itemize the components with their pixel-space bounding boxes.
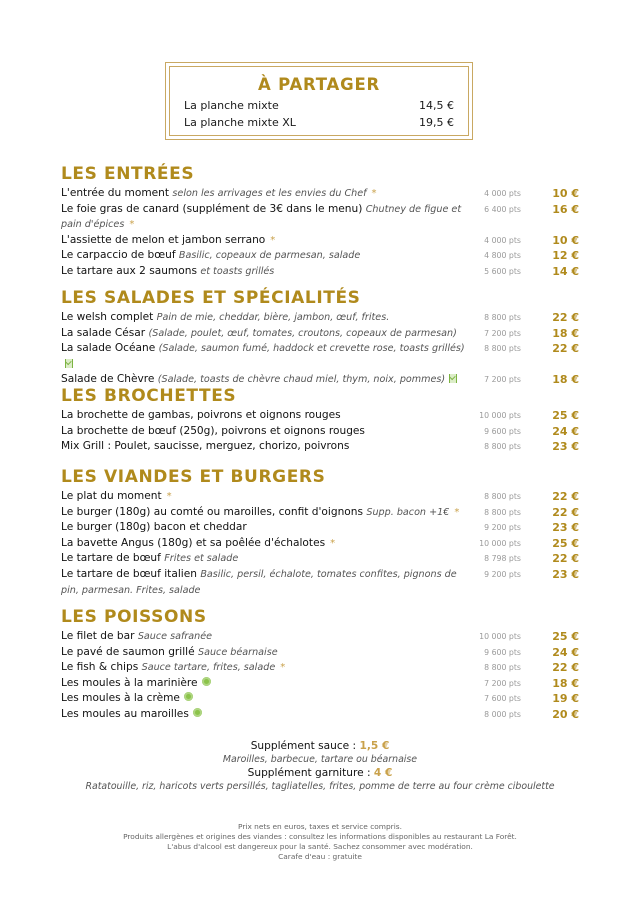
menu-item xyxy=(61,505,581,521)
menu-item-description: Basilic, persil, échalote, tomates confites, pignons de pin, parmesan. Frites, salade xyxy=(61,568,457,596)
menu-item-name: La salade César xyxy=(61,326,146,339)
menu-item-points: 7 200 pts xyxy=(484,328,521,338)
menu-item-price: 25 € xyxy=(552,630,579,643)
menu-item-price: 23 € xyxy=(552,521,579,535)
menu-item-points: 7 200 pts xyxy=(484,375,521,385)
footer-line: Prix nets en euros, taxes et service compris. xyxy=(238,822,402,831)
footer-line: Produits allergènes et origines des viandes : consultez les informations disponibles au restaurant La Forêt. xyxy=(123,832,517,841)
star-icon: * xyxy=(330,537,336,549)
menu-item-name: Le tartare de bœuf italien xyxy=(61,567,197,580)
menu-item xyxy=(61,691,581,707)
menu-item-text xyxy=(61,660,466,676)
menu-item-points: 5 600 pts xyxy=(484,266,521,276)
menu-item-price: 22 € xyxy=(552,490,579,503)
menu-item xyxy=(61,248,581,264)
menu-item-description: Pain de mie, cheddar, bière, jambon, œuf, frites. xyxy=(156,312,390,323)
menu-section xyxy=(61,605,581,723)
share-item-name: La planche mixte XL xyxy=(184,116,296,129)
star-icon: * xyxy=(166,491,172,502)
footer-line: Carafe d'eau : gratuite xyxy=(278,852,362,861)
menu-item-name: La brochette de gambas, poivrons et oignons rouges xyxy=(61,409,341,421)
supplement-sauce-amount: 1,5 € xyxy=(359,740,390,752)
menu-item-description: Chutney de figue et pain d'épices xyxy=(61,203,462,231)
menu-item xyxy=(61,408,581,424)
menu-section xyxy=(61,286,581,388)
menu-item-name: Le tartare aux 2 saumons xyxy=(61,264,197,277)
menu-item xyxy=(61,707,581,723)
menu-item-price: 23 € xyxy=(552,440,579,454)
star-icon: * xyxy=(454,506,460,518)
menu-item xyxy=(61,489,581,505)
green-dot-icon xyxy=(202,677,211,686)
menu-item-description: Sauce safranée xyxy=(137,631,213,642)
menu-item-points: 7 600 pts xyxy=(484,694,521,704)
menu-item-points: 8 798 pts xyxy=(484,554,521,564)
menu-item-name: Le fish & chips xyxy=(61,661,139,674)
menu-item-description: selon les arrivages et les envies du Chef xyxy=(172,188,367,199)
section-title: LES ENTRÉES xyxy=(61,164,195,184)
menu-item-text xyxy=(61,264,466,280)
menu-item-description: Sauce tartare, frites, salade xyxy=(141,662,276,674)
menu-item-text xyxy=(61,520,466,536)
menu-item-text xyxy=(61,326,466,342)
section-title: LES BROCHETTES xyxy=(61,386,237,406)
menu-item-price: 22 € xyxy=(552,552,579,566)
menu-item-price: 10 € xyxy=(552,187,579,200)
green-dot-icon xyxy=(184,692,193,701)
supplement-sauce-desc: Maroilles, barbecue, tartare ou béarnaise xyxy=(222,754,418,765)
supplement-garniture-desc: Ratatouille, riz, haricots verts persillés, tagliatelles, frites, pomme de terre au four crème ciboulette xyxy=(85,781,555,792)
menu-item-text xyxy=(61,424,466,440)
menu-item xyxy=(61,310,581,326)
menu-item-points: 4 000 pts xyxy=(484,189,521,198)
menu-item xyxy=(61,439,581,455)
menu-item-text xyxy=(61,505,466,521)
menu-item-name: Le foie gras de canard (supplément de 3€ dans le menu) xyxy=(61,202,363,215)
menu-item-points: 9 600 pts xyxy=(484,426,521,436)
menu-item-price: 18 € xyxy=(552,676,579,690)
menu-item-price: 18 € xyxy=(552,373,579,387)
menu-item-name: Le welsh complet xyxy=(61,311,154,323)
menu-item-points: 8 000 pts xyxy=(484,709,521,719)
menu-item-price: 23 € xyxy=(552,567,579,581)
menu-item-text xyxy=(61,536,466,552)
menu-item-text xyxy=(61,629,466,645)
menu-item-text xyxy=(61,676,466,692)
section-title: LES VIANDES ET BURGERS xyxy=(61,467,326,487)
menu-item-points: 10 000 pts xyxy=(479,632,521,641)
menu-item-points: 6 400 pts xyxy=(484,204,521,214)
menu-item-price: 14 € xyxy=(552,264,579,278)
menu-item-points: 4 000 pts xyxy=(484,235,521,245)
share-item-name: La planche mixte xyxy=(184,99,279,112)
star-icon: * xyxy=(371,188,377,199)
menu-item-name: Le tartare de bœuf xyxy=(61,552,161,565)
menu-item-name: Le pavé de saumon grillé xyxy=(61,645,195,658)
menu-item-points: 9 600 pts xyxy=(484,647,521,657)
menu-item-text xyxy=(61,707,466,723)
menu-item-text xyxy=(61,408,466,424)
menu-item-name: Le filet de bar xyxy=(61,630,135,642)
menu-item-points: 8 800 pts xyxy=(484,442,521,452)
menu-item-name: Le burger (180g) bacon et cheddar xyxy=(61,521,247,534)
menu-item-price: 22 € xyxy=(552,661,579,675)
menu-item xyxy=(61,424,581,440)
menu-item-description: Frites et salade xyxy=(164,553,239,565)
menu-section xyxy=(61,465,581,598)
menu-item-price: 24 € xyxy=(552,424,579,438)
footer-notes xyxy=(0,822,640,862)
menu-item-price: 22 € xyxy=(552,505,579,519)
share-item xyxy=(184,116,454,132)
share-item xyxy=(184,99,454,115)
menu-item xyxy=(61,326,581,342)
menu-item-name: Les moules à la marinière xyxy=(61,676,198,689)
star-icon: * xyxy=(280,662,286,674)
menu-item-points: 10 000 pts xyxy=(479,411,521,420)
menu-item-name: Le burger (180g) au comté ou maroilles, confit d'oignons xyxy=(61,505,363,518)
menu-item-price: 24 € xyxy=(552,645,579,659)
menu-item xyxy=(61,645,581,661)
footer-line: L'abus d'alcool est dangereux pour la santé. Sachez consommer avec modération. xyxy=(167,842,473,851)
menu-item-name: La brochette de bœuf (250g), poivrons et oignons rouges xyxy=(61,424,365,437)
menu-item-description: et toasts grillés xyxy=(200,265,275,277)
menu-item-name: Le plat du moment xyxy=(61,490,162,502)
supplement-sauce-label: Supplément sauce : xyxy=(250,740,360,752)
menu-item-text xyxy=(61,233,466,249)
menu-item-text xyxy=(61,551,466,567)
menu-item-points: 4 800 pts xyxy=(484,251,521,261)
menu-item-description: Sauce béarnaise xyxy=(198,646,278,658)
menu-item-text xyxy=(61,341,466,372)
menu-item xyxy=(61,341,581,372)
menu-item-name: Salade de Chèvre xyxy=(61,373,155,386)
menu-item-name: La salade Océane xyxy=(61,342,156,355)
menu-item-text xyxy=(61,567,466,598)
menu-item-points: 8 800 pts xyxy=(484,344,521,354)
menu-item-name: Les moules au maroilles xyxy=(61,707,189,720)
section-title: LES POISSONS xyxy=(61,607,207,627)
menu-item-points: 9 200 pts xyxy=(484,569,521,579)
menu-item-description: Supp. bacon +1€ xyxy=(366,506,450,518)
menu-item-text xyxy=(61,691,466,707)
menu-item xyxy=(61,629,581,645)
menu-item-points: 10 000 pts xyxy=(479,538,521,548)
menu-item-description: (Salade, toasts de chèvre chaud miel, thym, noix, pommes) xyxy=(157,374,446,386)
menu-item-name: L'assiette de melon et jambon serrano xyxy=(61,233,266,246)
menu-item-price: 22 € xyxy=(552,311,579,324)
menu-item-text xyxy=(61,489,466,505)
menu-item-price: 12 € xyxy=(552,249,579,263)
menu-item-name: Le carpaccio de bœuf xyxy=(61,249,176,262)
star-icon: * xyxy=(129,219,135,231)
menu-item-description: Basilic, copeaux de parmesan, salade xyxy=(178,250,361,262)
menu-item-points: 8 800 pts xyxy=(484,663,521,673)
menu-item-text xyxy=(61,310,466,326)
menu-item-name: La bavette Angus (180g) et sa poêlée d'échalotes xyxy=(61,536,326,549)
menu-item xyxy=(61,660,581,676)
green-dot-icon xyxy=(193,708,202,717)
menu-item-name: L'entrée du moment xyxy=(61,187,170,199)
menu-section xyxy=(61,162,581,280)
menu-item-text xyxy=(61,439,466,455)
menu-item-text xyxy=(61,248,466,264)
menu-item xyxy=(61,567,581,598)
menu-item xyxy=(61,186,581,202)
menu-section xyxy=(61,384,581,455)
share-item-price: 19,5 € xyxy=(419,116,454,129)
star-icon: * xyxy=(270,234,276,246)
menu-item-points: 8 800 pts xyxy=(484,507,521,517)
share-item-price: 14,5 € xyxy=(419,99,454,112)
menu-item-points: 9 200 pts xyxy=(484,523,521,533)
menu-item-points: 7 200 pts xyxy=(484,678,521,688)
supplement-sauce xyxy=(0,739,640,766)
menu-item xyxy=(61,202,581,233)
section-title: LES SALADES ET SPÉCIALITÉS xyxy=(61,288,361,308)
menu-item-description: (Salade, saumon fumé, haddock et crevette rose, toasts grillés) xyxy=(158,343,465,355)
menu-item-text xyxy=(61,186,466,202)
menu-item-price: 25 € xyxy=(552,409,579,422)
menu-item-name: Mix Grill : Poulet, saucisse, merguez, chorizo, poivrons xyxy=(61,440,350,453)
menu-item xyxy=(61,676,581,692)
supplement-garniture-title xyxy=(0,766,640,780)
menu-item-price: 19 € xyxy=(552,692,579,706)
supplement-garniture xyxy=(0,766,640,793)
menu-item-description: (Salade, poulet, œuf, tomates, croutons, copeaux de parmesan) xyxy=(148,327,457,339)
menu-item-price: 16 € xyxy=(552,202,579,216)
menu-item-text xyxy=(61,645,466,661)
menu-item-price: 25 € xyxy=(552,536,579,550)
menu-item xyxy=(61,536,581,552)
share-title: À PARTAGER xyxy=(257,75,381,94)
menu-item xyxy=(61,551,581,567)
share-box xyxy=(165,62,473,140)
supplement-garniture-amount: 4 € xyxy=(373,767,393,779)
supplement-garniture-label: Supplément garniture : xyxy=(247,767,374,779)
menu-item-price: 10 € xyxy=(552,233,579,247)
menu-item-price: 20 € xyxy=(552,707,579,721)
menu-item xyxy=(61,233,581,249)
menu-item-price: 22 € xyxy=(552,342,579,356)
menu-item xyxy=(61,264,581,280)
menu-item-points: 8 800 pts xyxy=(484,492,521,501)
menu-item-price: 18 € xyxy=(552,326,579,340)
menu-item-name: Les moules à la crème xyxy=(61,692,180,705)
menu-item-points: 8 800 pts xyxy=(484,313,521,322)
menu-icon xyxy=(65,359,73,368)
menu-item-text xyxy=(61,202,466,233)
supplement-sauce-title xyxy=(0,739,640,753)
menu-item xyxy=(61,520,581,536)
